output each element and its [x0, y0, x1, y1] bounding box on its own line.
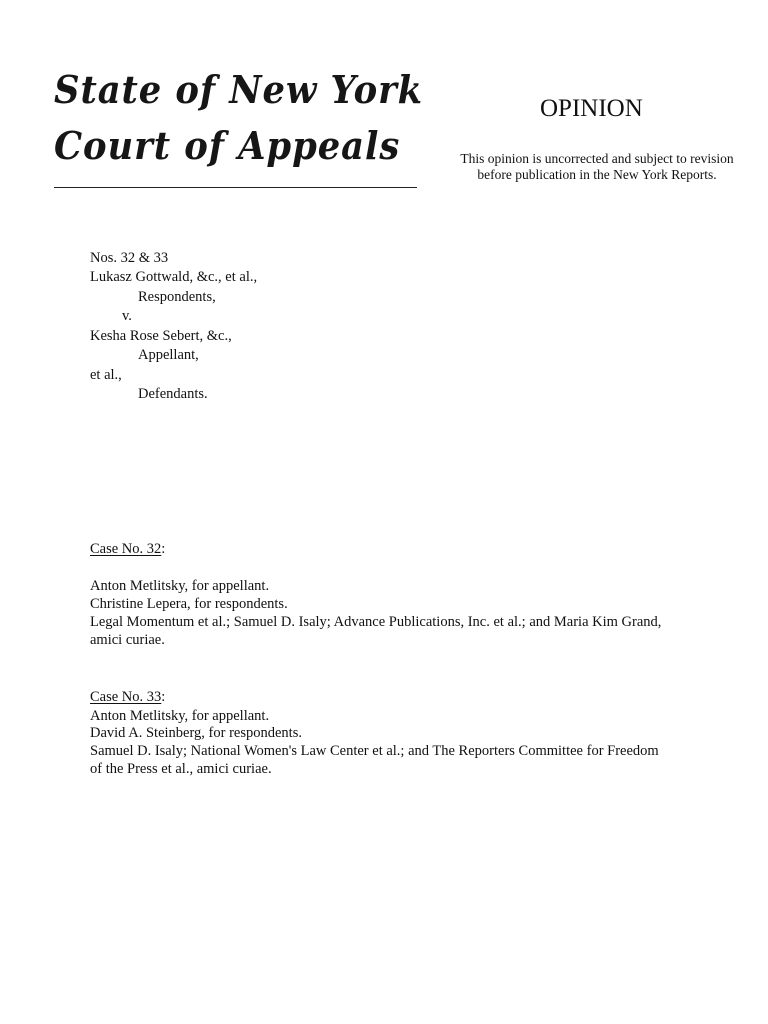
case-33-heading-line: [90, 688, 165, 707]
case-32-heading-colon: :: [161, 541, 166, 557]
case-33-respondent-counsel: David A. Steinberg, for respondents.: [90, 725, 302, 741]
masthead-divider: [54, 187, 417, 188]
other-defendants: et al.,: [90, 367, 122, 383]
plaintiff-name: Lukasz Gottwald, &c., et al.,: [90, 269, 258, 285]
case-33-amici-line-1: Samuel D. Isaly; National Women's Law Center et al.; and The Reporters Committee for Freedom: [90, 743, 659, 759]
defendant-name: Kesha Rose Sebert, &c.,: [90, 328, 232, 344]
case-32-respondent-counsel: Christine Lepera, for respondents.: [90, 596, 288, 612]
plaintiff-role: Respondents,: [138, 289, 216, 305]
versus: v.: [122, 308, 132, 324]
other-defendants-role: Defendants.: [138, 386, 208, 402]
masthead-state-line: State of New York: [54, 67, 424, 112]
case-32-appellant-counsel: Anton Metlitsky, for appellant.: [90, 578, 270, 594]
revision-note-line-1: This opinion is uncorrected and subject to revision: [460, 151, 734, 166]
court-masthead: [54, 62, 424, 174]
case-32-heading-line: [90, 540, 165, 559]
masthead-court-line: Court of Appeals: [54, 123, 401, 168]
case-33-heading: Case No. 33: [90, 689, 162, 705]
case-32-heading: Case No. 32: [90, 541, 162, 557]
opinion-label: OPINION: [540, 95, 643, 122]
case-33-appellant-counsel: Anton Metlitsky, for appellant.: [90, 708, 270, 724]
case-numbers: Nos. 32 & 33: [90, 250, 169, 266]
case-33-heading-colon: :: [161, 689, 166, 705]
revision-note-line-2: before publication in the New York Reports.: [477, 167, 717, 182]
revision-note: [440, 151, 754, 183]
defendant-role: Appellant,: [138, 347, 199, 363]
case-32-amici-line-2: amici curiae.: [90, 632, 165, 648]
case-32-amici-line-1: Legal Momentum et al.; Samuel D. Isaly; Advance Publications, Inc. et al.; and Maria Kim Grand,: [90, 614, 662, 630]
case-33-amici-line-2: of the Press et al., amici curiae.: [90, 761, 272, 777]
